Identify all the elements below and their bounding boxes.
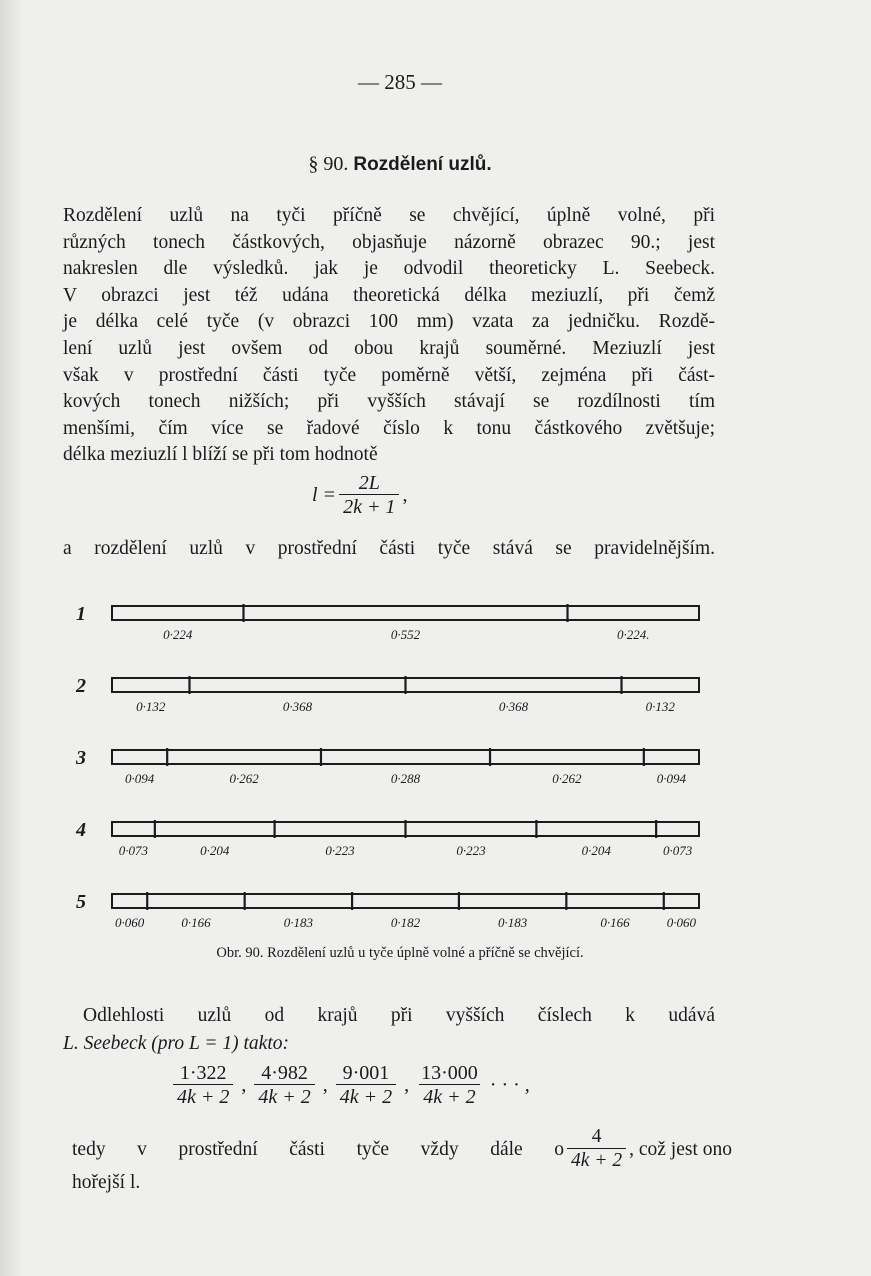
segment-length-label: 0·223 xyxy=(456,843,486,858)
formula-lhs: l = xyxy=(312,484,337,506)
series-denominator: 4k + 2 xyxy=(419,1084,479,1109)
figure-caption: Obr. 90. Rozdělení uzlů u tyče úplně volné a příčně se chvějící. xyxy=(216,945,584,961)
paragraph-line: lení uzlů jest ovšem od obou krajů souměrné. Meziuzlí jest xyxy=(63,337,715,359)
section-title: Rozdělení uzlů. xyxy=(353,154,492,175)
segment-length-label: 0·060 xyxy=(666,915,697,930)
segment-length-label: 0·073 xyxy=(662,843,693,858)
segment-length-label: 0·183 xyxy=(283,915,313,930)
segment-length-label: 0·094 xyxy=(656,771,687,786)
series-separator: , xyxy=(404,1074,410,1096)
rod-bar xyxy=(112,750,699,764)
formula-denominator: 2k + 1 xyxy=(339,494,399,519)
segment-length-label: 0·182 xyxy=(390,915,421,930)
closing-denominator: 4k + 2 xyxy=(567,1148,626,1173)
series-numerator: 9·001 xyxy=(342,1062,390,1084)
paragraph-line: Rozdělení uzlů na tyči příčně se chvějící, úplně volné, při xyxy=(63,205,715,226)
series-numerator: 1·322 xyxy=(179,1062,227,1084)
series-fraction xyxy=(417,1062,482,1109)
segment-length-label: 0·368 xyxy=(282,699,313,714)
paragraph-2 xyxy=(63,1002,715,1058)
formula-fraction xyxy=(339,472,399,519)
closing-numerator: 4 xyxy=(591,1126,602,1147)
segment-length-label: 0·204 xyxy=(581,843,611,858)
bar-number-label: 1 xyxy=(76,603,86,625)
segment-length-label: 0·166 xyxy=(181,915,211,930)
paragraph-line: menšími, čím více se řadové číslo k tonu částkového zvětšuje; xyxy=(63,417,715,439)
segment-length-label: 0·073 xyxy=(118,843,149,858)
sentence-after-formula: a rozdělení uzlů v prostřední části tyče stává se pravidelnějším. xyxy=(63,538,715,559)
paragraph-line: nakreslen dle výsledků. jak je odvodil theoreticky L. Seebeck. xyxy=(63,258,715,280)
paragraph-line: V obrazci jest též udána theoretická délka meziuzlí, při čemž xyxy=(63,284,715,306)
series-numerator: 13·000 xyxy=(421,1062,478,1084)
paragraph-line: kových tonech nižších; při vyšších stávají se rozdílnosti tím xyxy=(63,391,715,413)
segment-length-label: 0·288 xyxy=(390,771,421,786)
closing-before: tedy v prostřední části tyče vždy dále o xyxy=(72,1138,565,1160)
formula-trail: , xyxy=(402,484,408,506)
series-fraction xyxy=(173,1062,233,1109)
rod-bar xyxy=(112,606,699,620)
closing-line xyxy=(72,1126,732,1173)
bar-number-label: 3 xyxy=(76,747,86,769)
segment-length-label: 0·183 xyxy=(498,915,528,930)
segment-length-label: 0·552 xyxy=(390,627,421,642)
segment-length-label: 0·094 xyxy=(124,771,155,786)
paragraph-line: délka meziuzlí l blíží se při tom hodnotě xyxy=(63,444,378,466)
segment-length-label: 0·262 xyxy=(552,771,582,786)
closing-fraction xyxy=(567,1126,626,1173)
series-separator: · · · , xyxy=(489,1074,530,1096)
series-fraction xyxy=(336,1062,396,1109)
segment-length-label: 0·132 xyxy=(136,699,166,714)
paragraph-line: Odlehlosti uzlů od krajů při vyšších číslech k udává xyxy=(83,1005,715,1026)
section-symbol: § 90. xyxy=(308,153,349,175)
page-edge-shadow xyxy=(0,0,22,1276)
series-fraction xyxy=(254,1062,314,1109)
rod-bar xyxy=(112,894,699,908)
paragraph-1 xyxy=(63,203,715,469)
section-heading xyxy=(0,153,800,176)
segment-length-label: 0·204 xyxy=(200,843,230,858)
series-denominator: 4k + 2 xyxy=(173,1084,233,1109)
segment-length-label: 0·224. xyxy=(617,627,650,642)
segment-length-label: 0·223 xyxy=(325,843,355,858)
paragraph-line: různých tonech částkových, objasňuje názorně obrazec 90.; jest xyxy=(63,231,715,253)
bar-number-label: 5 xyxy=(76,891,86,913)
bar-number-label: 4 xyxy=(76,819,86,841)
final-line: hořejší l. xyxy=(72,1172,141,1193)
series-numerator: 4·982 xyxy=(261,1062,308,1084)
paragraph-line: L. Seebeck (pro L = 1) takto: xyxy=(63,1033,289,1054)
paragraph-line: je délka celé tyče (v obrazci 100 mm) vzata za jedničku. Rozdě- xyxy=(63,311,715,333)
segment-length-label: 0·060 xyxy=(114,915,145,930)
segment-length-label: 0·132 xyxy=(645,699,675,714)
node-distribution-diagram xyxy=(60,590,720,935)
closing-after: , což jest ono xyxy=(629,1138,732,1160)
segment-length-label: 0·224 xyxy=(163,627,193,642)
series-separator: , xyxy=(322,1074,328,1096)
segment-length-label: 0·368 xyxy=(498,699,529,714)
segment-length-label: 0·262 xyxy=(229,771,259,786)
segment-length-label: 0·166 xyxy=(600,915,630,930)
node-length-formula xyxy=(312,472,407,519)
bar-number-label: 2 xyxy=(76,675,86,697)
series-denominator: 4k + 2 xyxy=(254,1084,314,1109)
series-denominator: 4k + 2 xyxy=(336,1084,396,1109)
page-number: — 285 — xyxy=(358,70,442,94)
seebeck-series xyxy=(165,1062,530,1109)
series-separator: , xyxy=(241,1074,247,1096)
paragraph-line: však v prostřední části tyče poměrně větší, zejména při část- xyxy=(63,364,715,386)
formula-numerator: 2L xyxy=(358,472,380,494)
